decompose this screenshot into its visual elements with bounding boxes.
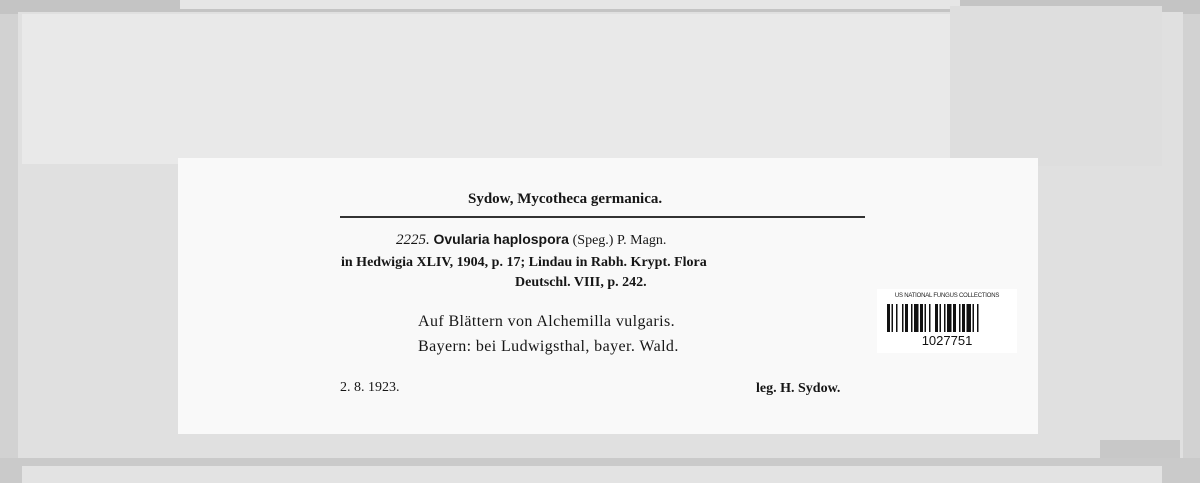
collector: leg. H. Sydow.	[756, 381, 841, 396]
header-rule	[340, 216, 865, 218]
barcode-number: 1027751	[921, 333, 973, 348]
host-line: Auf Blättern von Alchemilla vulgaris.	[418, 313, 675, 330]
bottom-paper-edge	[22, 466, 1162, 483]
envelope-corner-shadow	[1100, 440, 1180, 458]
envelope-flap-edge	[950, 6, 1162, 166]
species-name: Ovularia haplospora	[433, 231, 569, 247]
barcode-institution: US NATIONAL FUNGUS COLLECTIONS	[894, 293, 1000, 299]
locality-line: Bayern: bei Ludwigsthal, bayer. Wald.	[418, 338, 679, 355]
species-line	[396, 231, 666, 249]
collection-date: 2. 8. 1923.	[340, 380, 400, 395]
envelope-flap	[22, 14, 952, 164]
barcode-bars	[887, 304, 1007, 332]
reference-line-1: in Hedwigia XLIV, 1904, p. 17; Lindau in Rabh. Krypt. Flora	[341, 255, 707, 270]
exsiccata-number: 2225.	[396, 232, 430, 248]
reference-line-2: Deutschl. VIII, p. 242.	[515, 275, 647, 290]
background-top-paper-edge	[180, 0, 960, 9]
barcode-sticker	[877, 289, 1017, 353]
label-header: Sydow, Mycotheca germanica.	[468, 191, 663, 207]
species-authority: (Speg.) P. Magn.	[572, 233, 667, 248]
